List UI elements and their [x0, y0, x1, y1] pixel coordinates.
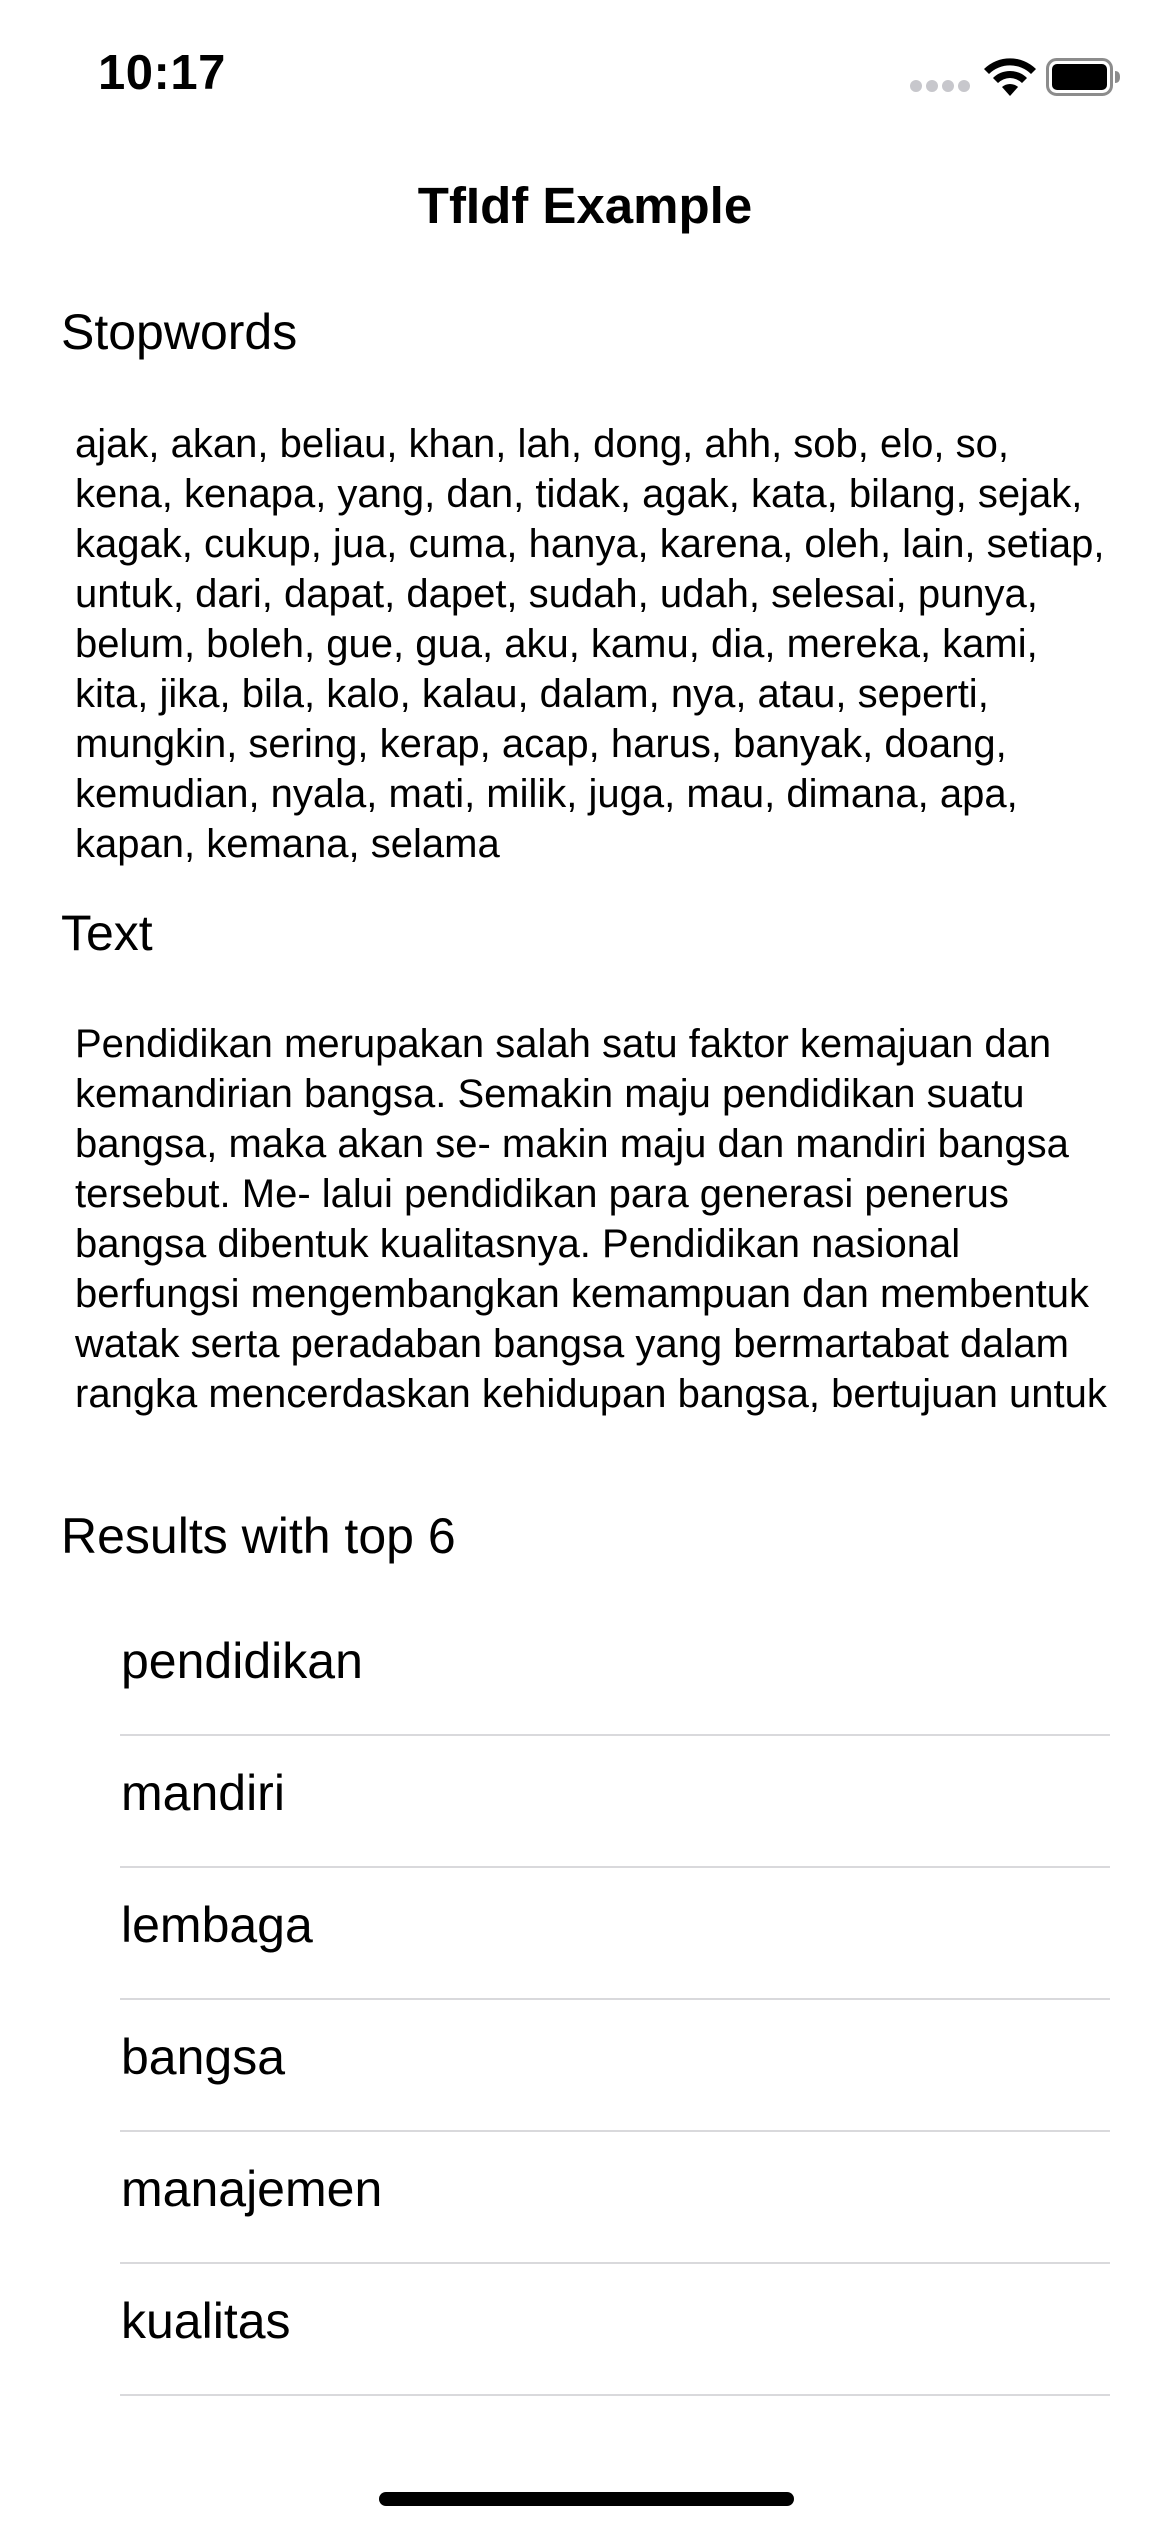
results-list — [0, 1604, 1170, 2396]
status-bar — [0, 0, 1170, 150]
list-item[interactable] — [0, 2264, 1170, 2396]
result-label: kualitas — [121, 2293, 291, 2349]
status-time: 10:17 — [98, 46, 226, 100]
stopwords-text-view[interactable]: ajak, akan, beliau, khan, lah, dong, ahh, sob, elo, so, kena, kenapa, yang, dan, tidak, agak, kata, bilang, sejak, kagak, cukup, jua, cuma, hanya, karena, oleh, lain, setiap, untuk, dari, dapat, dapet, sudah, udah, selesai, punya, belum, boleh, gue, gua, aku, kamu, dia, mereka, kami, kita, jika, bila, kalo, kalau, dalam, nya, atau, seperti, mungkin, sering, kerap, acap, harus, banyak, doang, kemudian, nyala, mati, milik, juga, mau, dimana, apa, kapan, kemana, selama — [75, 422, 1105, 866]
battery-icon — [1046, 58, 1122, 96]
list-item[interactable] — [0, 1604, 1170, 1736]
divider — [120, 2394, 1110, 2396]
list-item[interactable] — [0, 2000, 1170, 2132]
list-item[interactable] — [0, 2132, 1170, 2264]
wifi-icon — [982, 56, 1038, 98]
result-label: lembaga — [121, 1897, 313, 1953]
signal-icon — [910, 80, 970, 96]
page-title: TfIdf Example — [417, 177, 753, 234]
result-label: manajemen — [121, 2161, 383, 2217]
home-indicator[interactable] — [379, 2492, 794, 2506]
result-label: pendidikan — [121, 1633, 363, 1689]
result-label: bangsa — [121, 2029, 286, 2085]
text-header: Text — [61, 905, 153, 961]
stopwords-header: Stopwords — [61, 304, 298, 360]
input-text-view[interactable]: Pendidikan merupakan salah satu faktor kemajuan dan kemandirian bangsa. Semakin maju pendidikan suatu bangsa, maka akan se- makin maju dan mandiri bangsa tersebut. Me- lalui pendidikan para generasi penerus bangsa dibentuk kualitasnya. Pendidikan nasional berfungsi mengembangkan kemampuan dan membentuk watak serta peradaban bangsa yang bermartabat dalam rangka mencerdaskan kehidupan bangsa, bertujuan untuk — [75, 1022, 1107, 1416]
result-label: mandiri — [121, 1765, 285, 1821]
list-item[interactable] — [0, 1736, 1170, 1868]
results-header: Results with top 6 — [61, 1508, 456, 1564]
list-item[interactable] — [0, 1868, 1170, 2000]
